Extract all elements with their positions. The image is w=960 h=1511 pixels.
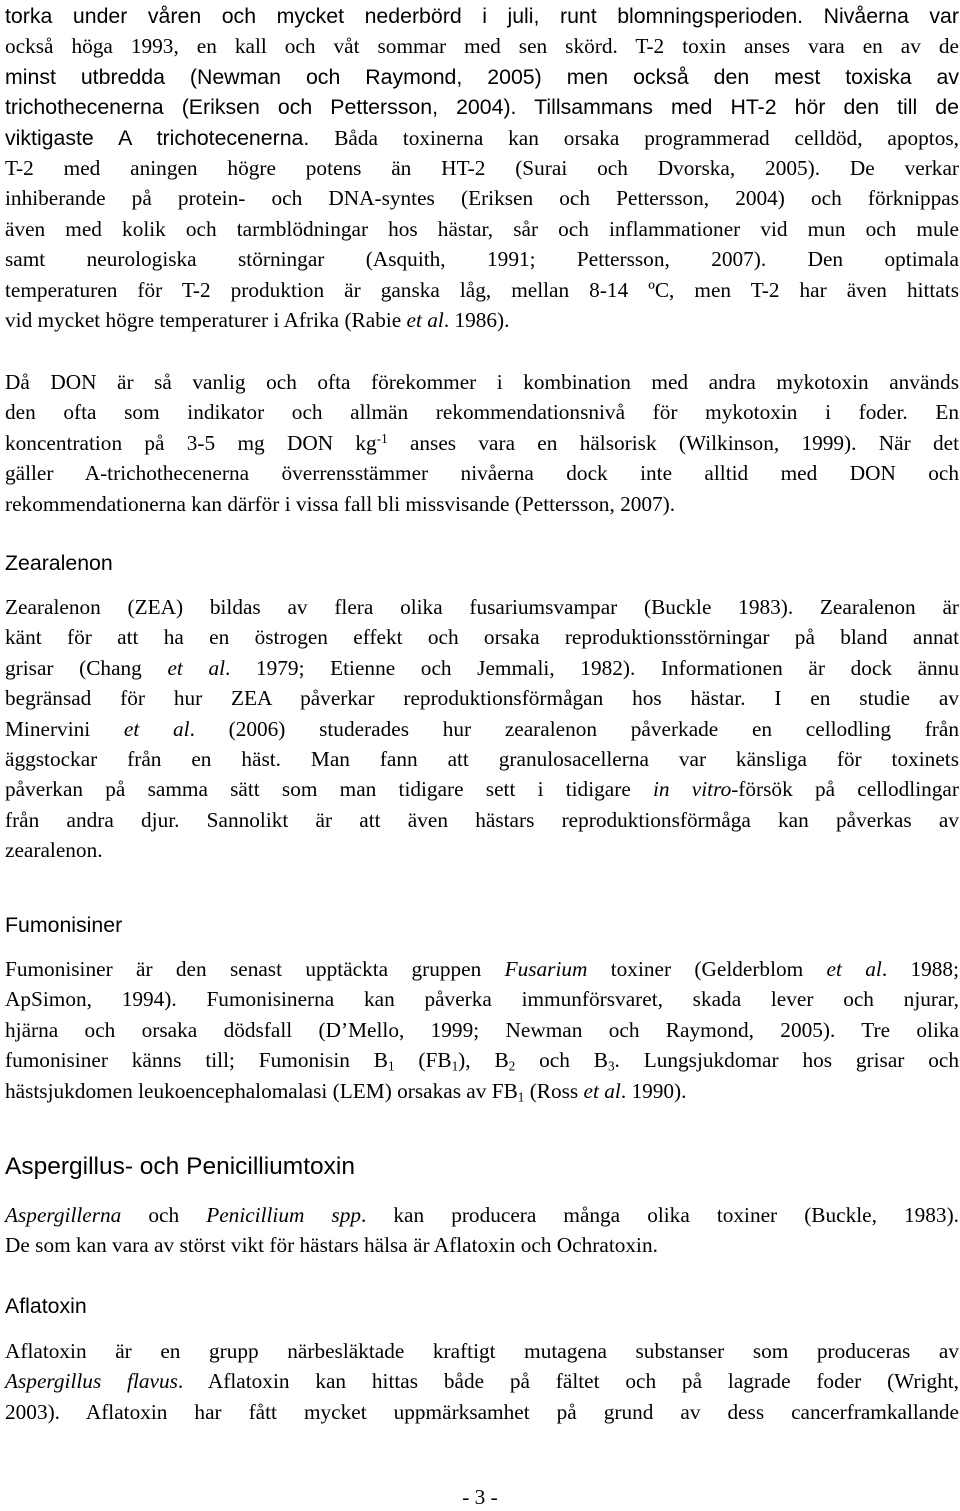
text-line: gäller A-trichothecenerna överrensstämmer nivåerna dock inte alltid med DON och — [5, 461, 959, 486]
text-line: Fumonisiner är den senast upptäckta gruppen Fusarium toxiner (Gelderblom et al. 1988; — [5, 957, 959, 981]
paragraph-fumonisiner — [5, 954, 959, 1106]
section-heading-zearalenon: Zearalenon — [5, 551, 113, 575]
text-line: ApSimon, 1994). Fumonisinerna kan påverka immunförsvaret, skada lever och njurar, — [5, 987, 959, 1012]
section-heading-fumonisiner: Fumonisiner — [5, 913, 123, 937]
text-line: T-2 med aningen högre potens än HT-2 (Surai och Dvorska, 2005). De verkar — [5, 156, 959, 181]
text-line: zearalenon. — [5, 838, 103, 863]
text-line: torka under våren och mycket nederbörd i juli, runt blomningsperioden. Nivåerna var — [5, 4, 959, 28]
text-line: 2003). Aflatoxin har fått mycket uppmärksamhet på grund av dess cancerframkallande — [5, 1399, 959, 1424]
text-line: minst utbredda (Newman och Raymond, 2005) men också den mest toxiska av — [5, 64, 959, 89]
text-line: även med kolik och tarmblödningar hos hästar, sår och inflammationer vid mun och mule — [5, 216, 959, 241]
text-line: De som kan vara av störst vikt för hästars hälsa är Aflatoxin och Ochratoxin. — [5, 1233, 658, 1258]
text-line: trichothecenerna (Eriksen och Pettersson, 2004). Tillsammans med HT-2 hör den till de — [5, 95, 959, 120]
text-line: Minervini et al. (2006) studerades hur zearalenon påverkade en cellodling från — [5, 716, 959, 741]
text-line: fumonisiner känns till; Fumonisin $B_1$ $(FB_1)$, $B_2$ och $B_3$. Lungsjukdomar hos grisar och — [5, 1048, 959, 1074]
section-heading-aflatoxin: Aflatoxin — [5, 1294, 87, 1318]
section-heading-aspergillus-penicillium: Aspergillus- och Penicilliumtoxin — [5, 1153, 355, 1180]
text-line: rekommendationerna kan därför i vissa fall bli missvisande (Pettersson, 2007). — [5, 491, 676, 516]
text-line: temperaturen för T-2 produktion är ganska låg, mellan 8-14 ºC, men T-2 har även hittats — [5, 277, 959, 302]
text-line: samt neurologiska störningar (Asquith, 1991; Pettersson, 2007). Den optimala — [5, 247, 959, 272]
paragraph-don — [5, 367, 959, 519]
text-line: känt för att ha en östrogen effekt och orsaka reproduktionsstörningar på bland annat — [5, 625, 959, 650]
text-line: från andra djur. Sannolikt är att även hästars reproduktionsförmåga kan påverkas av — [5, 807, 959, 832]
text-line: hjärna och orsaka dödsfall (D’Mello, 1999; Newman och Raymond, 2005). Tre olika — [5, 1017, 959, 1042]
text-line: Zearalenon (ZEA) bildas av flera olika fusariumsvampar (Buckle 1983). Zearalenon är — [5, 595, 959, 619]
paragraph-aspergillus — [5, 1200, 959, 1261]
text-line: påverkan på samma sätt som man tidigare sett i tidigare in vitro-försök på cellodlingar — [5, 777, 959, 802]
text-line: begränsad för hur ZEA påverkar reproduktionsförmågan hos hästar. I en studie av — [5, 686, 959, 711]
paragraph-t2-toxin — [5, 1, 959, 335]
paragraph-zearalenon — [5, 592, 959, 866]
text-line: koncentration på 3-5 mg DON $kg^{-1}$ anses vara en hälsorisk (Wilkinson, 1999). När det — [5, 430, 959, 455]
text-line: Aspergillerna och Penicillium spp. kan producera många olika toxiner (Buckle, 1983). — [5, 1203, 959, 1227]
text-line: grisar (Chang et al. 1979; Etienne och Jemmali, 1982). Informationen är dock ännu — [5, 655, 959, 680]
text-line: också höga 1993, en kall och våt sommar med sen skörd. T-2 toxin anses vara en av de — [5, 34, 959, 59]
page-number: - 3 - — [462, 1485, 498, 1509]
text-line: äggstockar från en häst. Man fann att granulosacellerna var känsliga för toxinets — [5, 747, 959, 772]
text-line: hästsjukdomen leukoencephalomalasi (LEM) orsakas av $FB_1$ (Ross et al. 1990). — [5, 1078, 687, 1104]
text-line: inhiberande på protein- och DNA-syntes (Eriksen och Pettersson, 2004) och förknippas — [5, 186, 959, 211]
text-line: vid mycket högre temperaturer i Afrika (Rabie et al. 1986). — [5, 308, 510, 333]
text-line: den ofta som indikator och allmän rekommendationsnivå för mykotoxin i foder. En — [5, 400, 959, 425]
text-line: Då DON är så vanlig och ofta förekommer i kombination med andra mykotoxin används — [5, 370, 959, 394]
text-line: viktigaste A trichotecenerna. Båda toxinerna kan orsaka programmerad celldöd, apoptos, — [5, 125, 959, 150]
paragraph-aflatoxin — [5, 1336, 959, 1427]
text-line: Aspergillus flavus. Aflatoxin kan hittas både på fältet och på lagrade foder (Wright, — [5, 1369, 959, 1394]
text-line: Aflatoxin är en grupp närbesläktade kraftigt mutagena substanser som produceras av — [5, 1339, 959, 1363]
